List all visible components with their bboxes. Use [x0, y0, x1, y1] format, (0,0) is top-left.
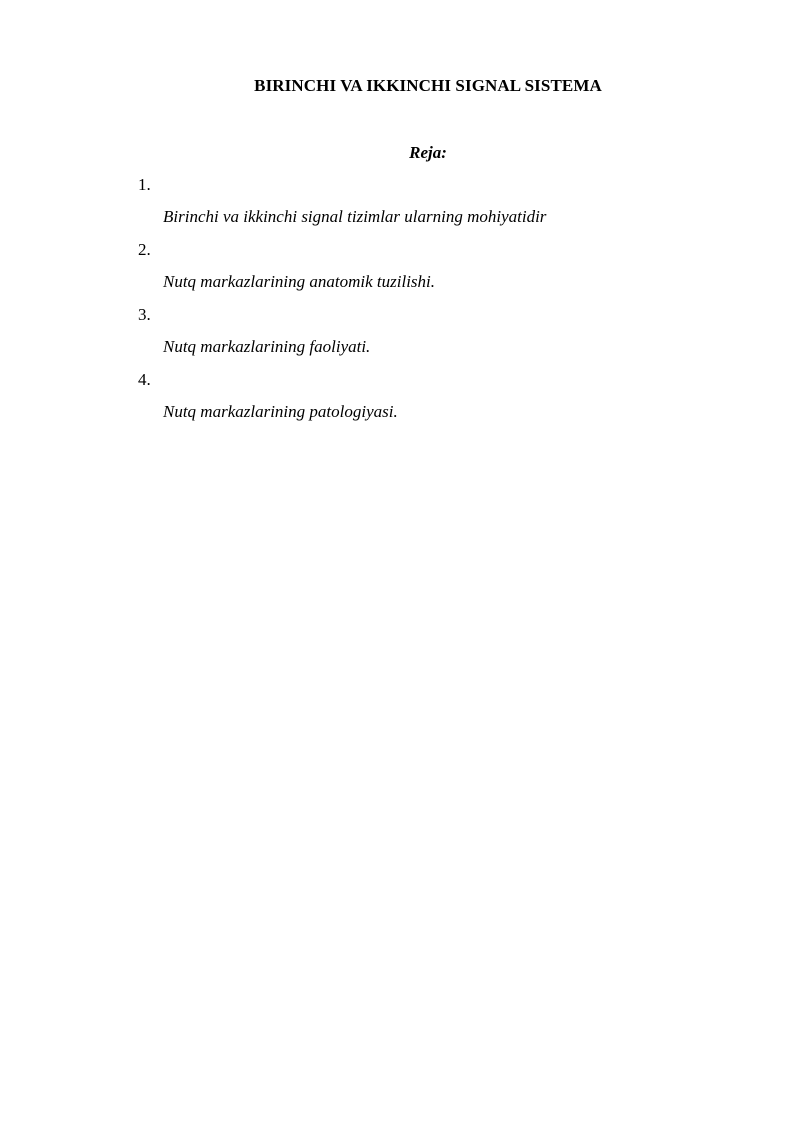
plan-item-text: Nutq markazlarining faoliyati.: [163, 337, 371, 356]
plan-item-number: 2.: [138, 240, 151, 259]
plan-item-number: 3.: [138, 305, 151, 324]
document-title: BIRINCHI VA IKKINCHI SIGNAL SISTEMA: [254, 76, 602, 95]
plan-item: [138, 303, 698, 368]
plan-item-number: 1.: [138, 175, 151, 194]
plan-item: [138, 368, 698, 433]
plan-item-text: Nutq markazlarining patologiyasi.: [163, 402, 398, 421]
plan-item-text: Birinchi va ikkinchi signal tizimlar ularning mohiyatidir: [163, 207, 547, 226]
plan-list: [138, 173, 698, 433]
plan-item-text: Nutq markazlarining anatomik tuzilishi.: [163, 272, 436, 291]
plan-item: [138, 238, 698, 303]
plan-item-number: 4.: [138, 370, 151, 389]
plan-heading: Reja:: [409, 143, 447, 162]
plan-item: [138, 173, 698, 238]
